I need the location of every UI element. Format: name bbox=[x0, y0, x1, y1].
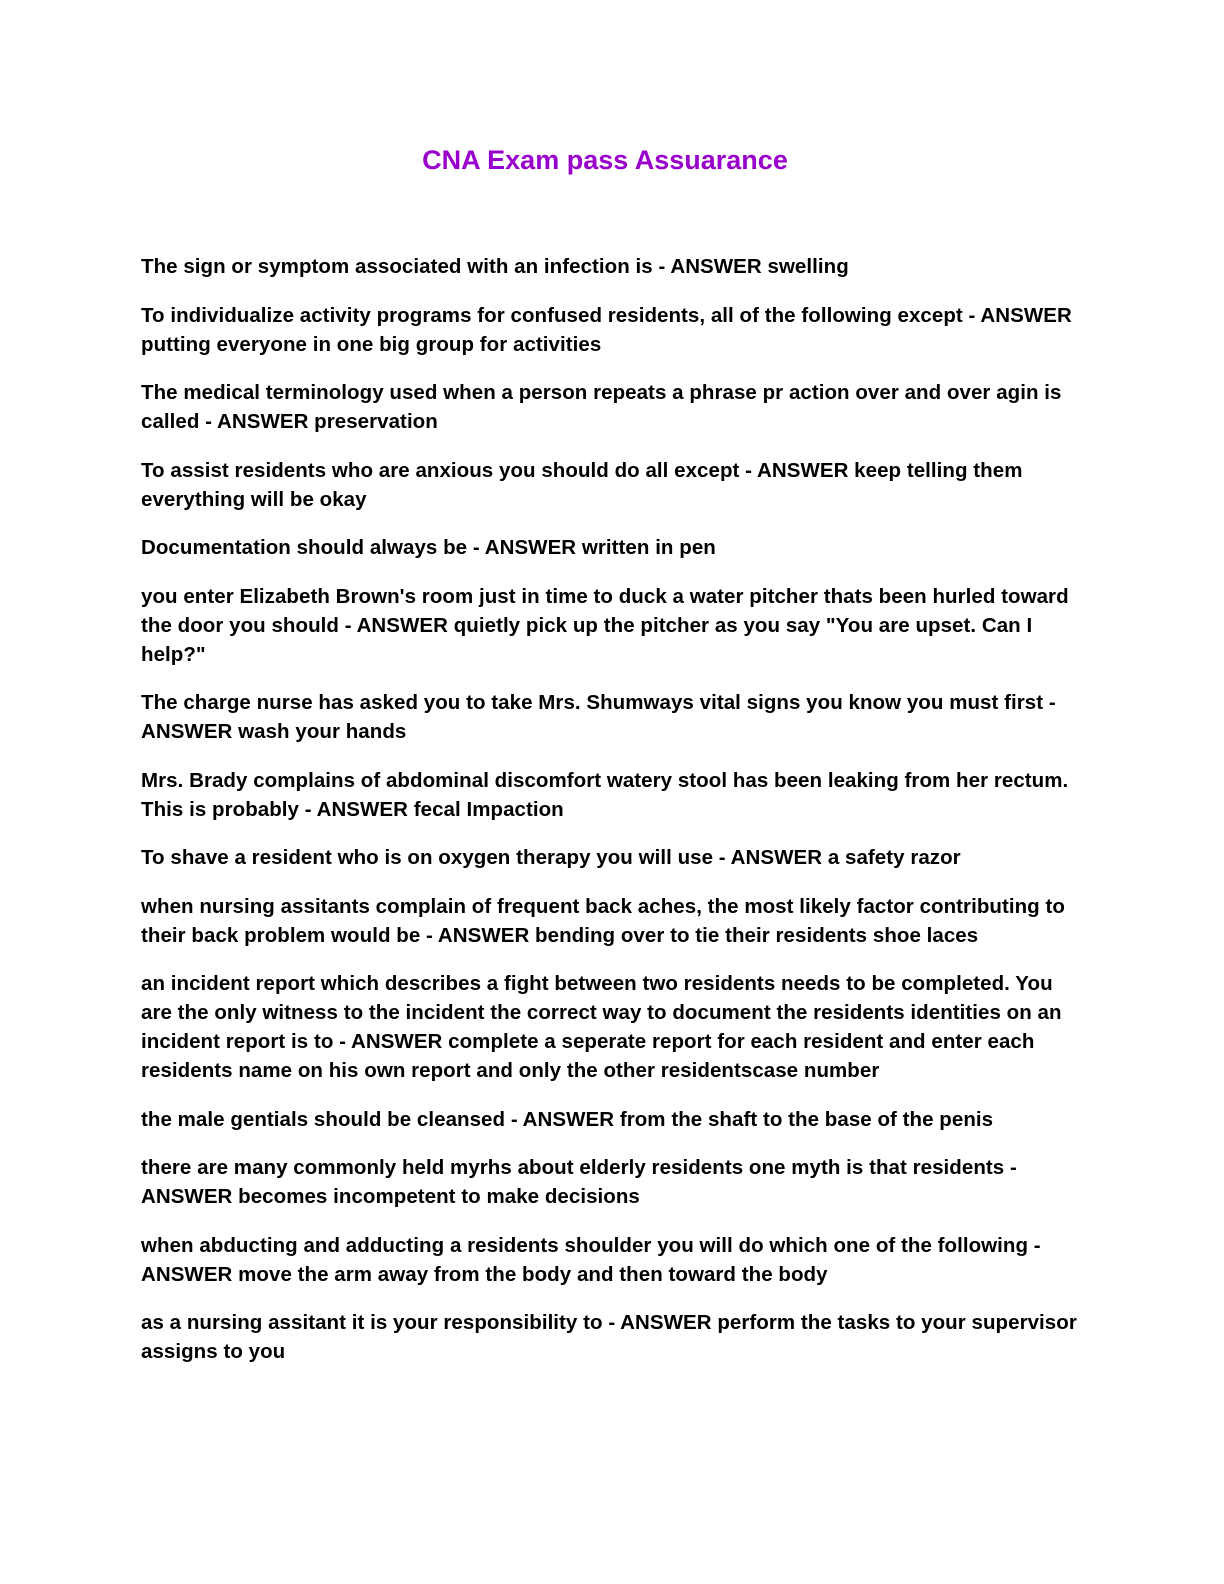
qa-item: there are many commonly held myrhs about elderly residents one myth is that residents - ANSWER becomes incompetent to make decisions bbox=[141, 1156, 1017, 1208]
qa-item: The medical terminology used when a person repeats a phrase pr action over and over agin is called - ANSWER preservation bbox=[141, 381, 1062, 433]
qa-item: Mrs. Brady complains of abdominal discomfort watery stool has been leaking from her rectum. This is probably - ANSWER fecal Impaction bbox=[141, 768, 1069, 821]
qa-item: you enter Elizabeth Brown's room just in time to duck a water pitcher thats been hurled toward the door you should - ANSWER quietly pick up the pitcher as you say "You are upset. Can I help?" bbox=[141, 584, 1069, 666]
qa-item: To assist residents who are anxious you should do all except - ANSWER keep telling them everything will be okay bbox=[141, 458, 1023, 511]
qa-item: when abducting and adducting a residents shoulder you will do which one of the following - ANSWER move the arm away from the body and then toward the body bbox=[141, 1233, 1041, 1286]
document-title: CNA Exam pass Assuarance bbox=[422, 145, 788, 175]
qa-item: To shave a resident who is on oxygen therapy you will use - ANSWER a safety razor bbox=[141, 846, 961, 869]
qa-item: when nursing assitants complain of frequent back aches, the most likely factor contributing to their back problem would be - ANSWER bending over to tie their residents shoe laces bbox=[141, 894, 1065, 947]
qa-item: The sign or symptom associated with an infection is - ANSWER swelling bbox=[141, 255, 849, 278]
qa-item: the male gentials should be cleansed - ANSWER from the shaft to the base of the penis bbox=[141, 1107, 994, 1131]
qa-item: To individualize activity programs for confused residents, all of the following except - ANSWER putting everyone in one big group for activities bbox=[141, 303, 1072, 356]
qa-item: as a nursing assitant it is your responsibility to - ANSWER perform the tasks to your supervisor assigns to you bbox=[141, 1311, 1077, 1363]
qa-item: an incident report which describes a fight between two residents needs to be completed. You are the only witness to the incident the correct way to document the residents identities on an incident report is to - ANSWER complete a seperate report for each resident and enter each residents name on his own report and only the other residentscase number bbox=[141, 972, 1062, 1082]
question-answer-list bbox=[141, 252, 1086, 1386]
qa-item: The charge nurse has asked you to take Mrs. Shumways vital signs you know you must first - ANSWER wash your hands bbox=[141, 691, 1056, 743]
qa-item: Documentation should always be - ANSWER written in pen bbox=[141, 536, 716, 559]
